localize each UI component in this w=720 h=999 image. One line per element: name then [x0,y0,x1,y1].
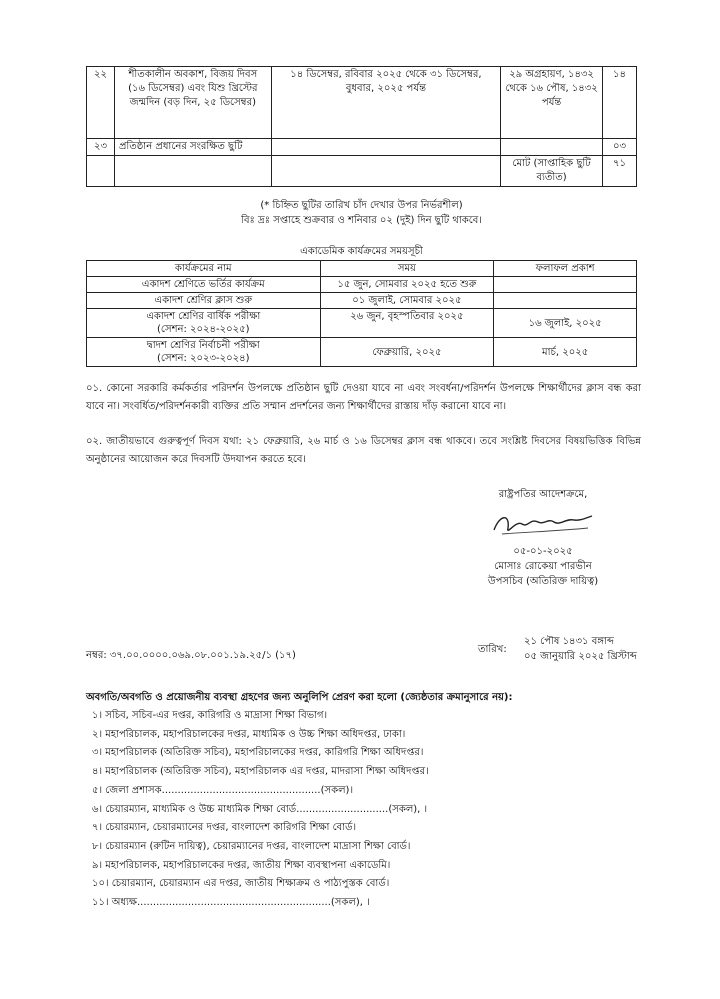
gregorian-date-cell [271,139,500,156]
footnote [86,198,637,228]
list-item: ৪। মহাপরিচালক (অতিরিক্ত সচিব), মহাপরিচালক এর দপ্তর, মাদরাসা শিক্ষা অধিদপ্তর। [92,766,429,778]
activity-result: মার্চ, ২০২৫ [494,338,637,367]
activity-time: ০১ জুলাই, সোমবার ২০২৫ [320,293,494,309]
column-header: কার্যক্রমের নাম [87,261,321,277]
gregorian-date-cell: ১৪ ডিসেম্বর, রবিবার ২০২৫ থেকে ৩১ ডিসেম্বর, বুধবার, ২০২৫ পর্যন্ত [271,67,500,139]
days-cell: ১৪ [603,67,637,139]
table-row [87,67,637,139]
distribution-title: অবগতি/অবগতি ও প্রয়োজনীয় ব্যবস্থা গ্রহণের জন্য অনুলিপি প্রেরণ করা হলো (জ্যেষ্ঠতার ক্রমানুসারে নয়): [86,692,513,703]
activity-name: একাদশ শ্রেণির ক্লাস শুরু [87,293,321,309]
activity-result [494,293,637,309]
table-row [87,277,637,293]
holiday-name-cell: প্রতিষ্ঠান প্রধানের সংরক্ষিত ছুটি [114,139,271,156]
bangla-date-cell [501,139,603,156]
distribution-list [92,707,429,913]
signatory-designation: উপসচিব (অতিরিক্ত দায়িত্ব) [487,576,599,587]
activity-time: ১৫ জুন, সোমবার ২০২৫ হতে শুরু [320,277,494,293]
list-item: ১১। অধ্যক্ষ.............................................................(সকল), । [92,897,370,909]
list-item: ৩। মহাপরিচালক (অতিরিক্ত সচিব), মহাপরিচালকের দপ্তর, কারিগরি শিক্ষা অধিদপ্তর। [92,747,424,759]
days-cell: ০৩ [603,139,637,156]
signatory-name: মোসাঃ রোকেয়া পারভীন [494,561,592,572]
column-header: ফলাফল প্রকাশ [494,261,637,277]
total-row [87,156,637,187]
list-item: ১০। চেয়ারম্যান, চেয়ারম্যান এর দপ্তর, জাতীয় শিক্ষাক্রম ও পাঠ্যপুস্তক বোর্ড। [92,878,390,890]
date-bangla: ২১ পৌষ ১৪৩১ বঙ্গাব্দ [524,636,614,647]
activity-name: দ্বাদশ শ্রেণির নির্বাচনী পরীক্ষা (সেশন: ২০২৩-২০২৪) [87,338,321,367]
serial-cell: ২২ [87,67,115,139]
list-item: ৬। চেয়ারম্যান, মাধ্যমিক ও উচ্চ মাধ্যমিক শিক্ষা বোর্ড.............................(সকল), । [92,803,428,815]
holiday-name-cell: শীতকালীন অবকাশ, বিজয় দিবস (১৬ ডিসেম্বর) এবং যিশু খ্রিস্টের জন্মদিন (বড় দিন, ২৫ ডিসেম্বর) [114,67,271,139]
signature-icon [488,506,598,542]
bangla-date-cell: ২৯ অগ্রহায়ণ, ১৪৩২ থেকে ১৬ পৌষ, ১৪৩২ পর্যন্ত [501,67,603,139]
table-row [87,338,637,367]
list-item: ৮। চেয়ারম্যান (রুটিন দায়িত্ব), চেয়ারম্যানের দপ্তর, বাংলাদেশ মাদ্রাসা শিক্ষা বোর্ড। [92,840,411,852]
total-days: ৭১ [603,156,637,187]
signature-date: ০৫-০১-২০২৫ [513,546,573,557]
list-item: ১। সচিব, সচিব-এর দপ্তর, কারিগরি ও মাদ্রাসা শিক্ষা বিভাগ। [92,710,328,721]
weekly-holiday-note: বিঃ দ্রঃ সপ্তাহে শুক্রবার ও শনিবার ০২ (দুই) দিন ছুটি থাকবে। [241,215,482,226]
column-header: সময় [320,261,494,277]
list-item: ৫। জেলা প্রশাসক..................................................(সকল)। [92,784,354,796]
table-row [87,293,637,309]
activity-time: ২৬ জুন, বৃহস্পতিবার ২০২৫ [320,309,494,338]
activity-result [494,277,637,293]
list-item: ৭। চেয়ারম্যান, চেয়ারম্যানের দপ্তর, বাংলাদেশ কারিগরি শিক্ষা বোর্ড। [92,822,357,834]
activity-session: (সেশন: ২০২৪-২০২৫) [157,324,250,335]
activity-result: ১৬ জুলাই, ২০২৫ [494,309,637,338]
list-item: ৯। মহাপরিচালক, মহাপরিচালকের দপ্তর, জাতীয় শিক্ষা ব্যবস্থাপনা একাডেমি। [92,859,391,871]
total-label: মোট (সাপ্তাহিক ছুটি ব্যতীত) [501,156,603,187]
serial-cell: ২৩ [87,139,115,156]
table-header-row [87,261,637,277]
list-item: ২। মহাপরিচালক, মহাপরিচালকের দপ্তর, মাধ্যমিক ও উচ্চ শিক্ষা অধিদপ্তর, ঢাকা। [92,728,406,740]
table-row [87,309,637,338]
activity-name: একাদশ শ্রেণিতে ভর্তির কার্যক্রম [87,277,321,293]
signature-block [448,487,638,589]
instruction-paragraph-2: ০২. জাতীয়ভাবে গুরুত্বপূর্ণ দিবস যথা: ২১ ফেব্রুয়ারি, ২৬ মার্চ ও ১৬ ডিসেম্বর ক্লাস বন্ধ থাকবে। তবে সংশ্লিষ্ট দিবসের বিষয়ভিত্তিক বিভিন্ন অনুষ্ঠানের আয়োজন করে দিবসটি উদযাপন করতে হবে। [86,436,641,465]
date-label: তারিখ: [478,644,507,655]
date-english: ০৫ জানুয়ারি ২০২৫ খ্রিস্টাব্দ [524,651,637,662]
holiday-table [86,66,637,187]
activity-time: ফেব্রুয়ারি, ২০২৫ [320,338,494,367]
table-row [87,139,637,156]
order-line: রাষ্ট্রপতির আদেশক্রমে, [498,489,588,500]
activity-name: একাদশ শ্রেণির বার্ষিক পরীক্ষা (সেশন: ২০২৪-২০২৫) [87,309,321,338]
memo-number: নম্বর: ৩৭.০০.০০০০.০৬৯.০৮.০০১.১৯.২৫/১ (১৭) [86,650,296,661]
instruction-paragraph-1: ০১. কোনো সরকারি কর্মকর্তার পরিদর্শন উপলক্ষে প্রতিষ্ঠান ছুটি দেওয়া যাবে না এবং সংবর্ধনা/পরিদর্শন উপলক্ষে শিক্ষার্থীদের ক্লাস বন্ধ করা যাবে না। সংবর্ধিত/পরিদর্শনকারী ব্যক্তির প্রতি সম্মান প্রদর্শনের জন্য শিক্ষার্থীদের রাস্তায় দাঁড় করানো যাবে না। [86,383,641,412]
academic-schedule-table [86,260,637,367]
academic-schedule-title: একাডেমিক কার্যক্রমের সময়সূচী [300,246,423,257]
moon-note: (* চিহ্নিত ছুটির তারিখ চাঁদ দেখার উপর নির্ভরশীল) [260,200,463,211]
activity-session: (সেশন: ২০২৩-২০২৪) [157,353,250,364]
